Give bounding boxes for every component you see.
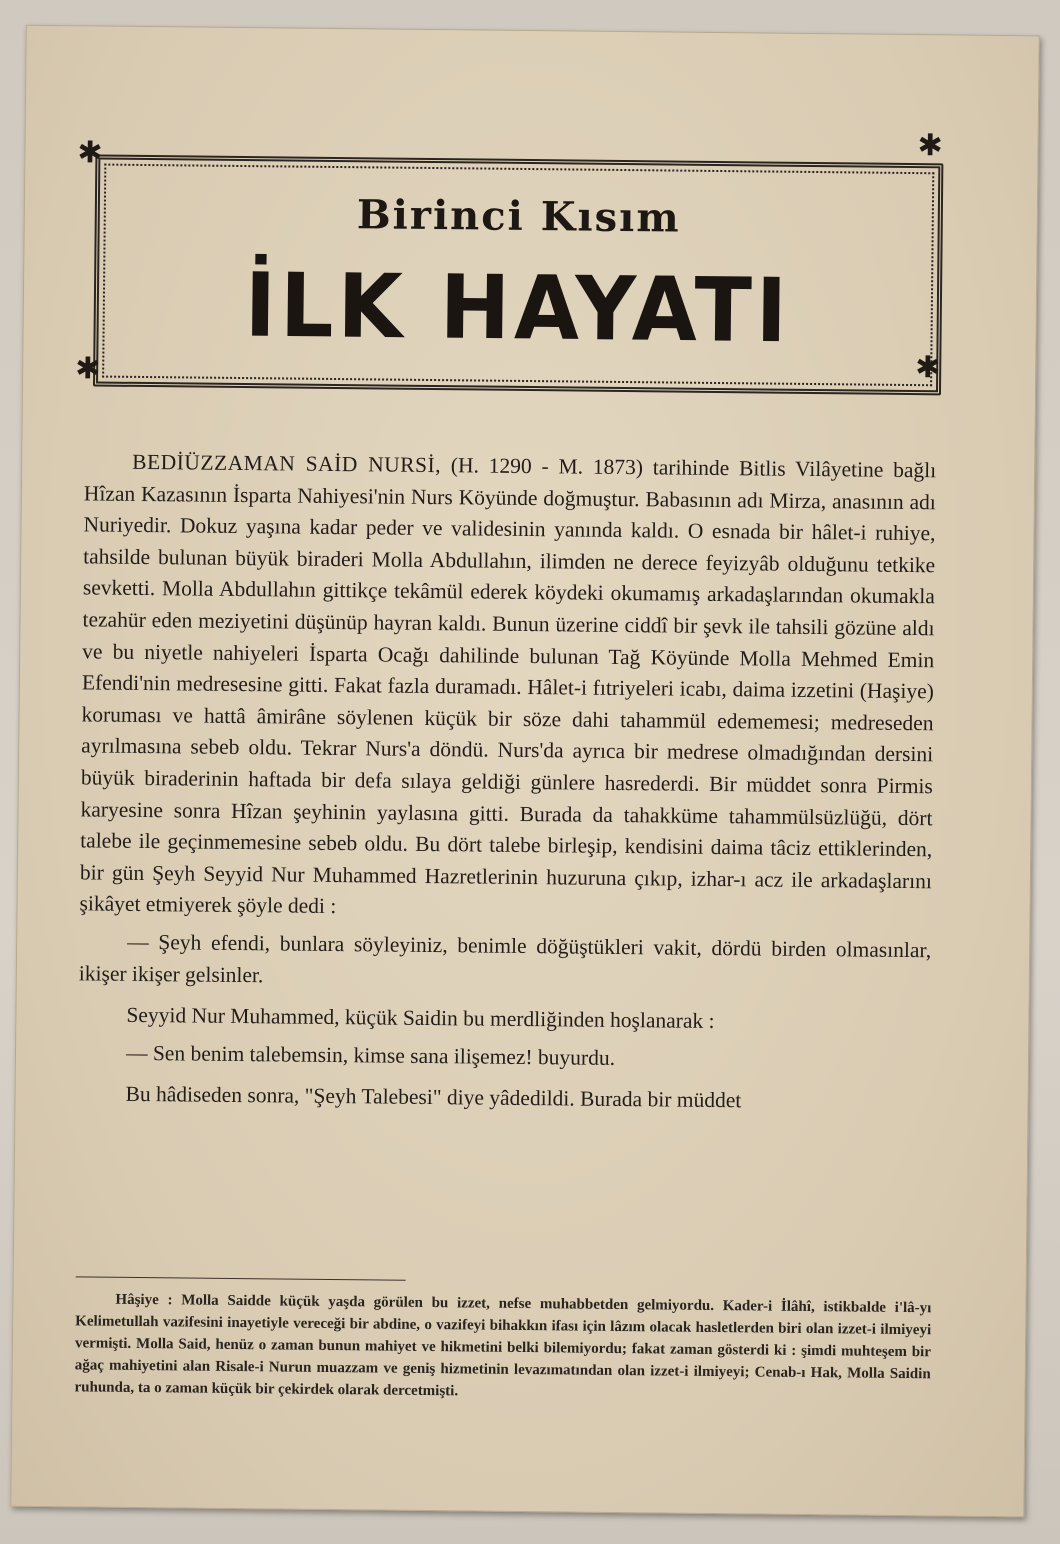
- dialog-line: — Sen benim talebemsin, kimse sana ilişemez! buyurdu.: [125, 1040, 616, 1070]
- corner-ornament-icon: ✱: [77, 135, 103, 171]
- corner-ornament-icon: ✱: [917, 128, 943, 164]
- paragraph: [79, 446, 936, 929]
- chapter-title: İLK HAYATI: [244, 253, 792, 363]
- paragraph: Seyyid Nur Muhammed, küçük Saidin bu merdliğinden hoşlanarak :: [126, 1002, 715, 1034]
- corner-ornament-icon: ✱: [75, 351, 101, 387]
- section-label: Birinci Kısım: [356, 191, 681, 242]
- book-page: [10, 25, 1039, 1518]
- paragraph: Bu hâdiseden sonra, "Şeyh Talebesi" diye yâdedildi. Burada bir müddet: [125, 1082, 742, 1113]
- paragraph-text: (H. 1290 - M. 1873) tarihinde Bitlis Vilâyetine bağlı Hîzan Kazasının İsparta Nahiyesi'nin Nurs Köyünde doğmuştur. Babasının adı Mirza, anasının adı Nuriyedir. Dokuz yaşına kadar peder ve validesinin yanında kaldı. O esnada bir hâlet-i ruhiye, tahsilde bulunan büyük biraderi Molla Abdullahın, ilimden ne derece feyizyâb olduğunu tetkike sevketti. Molla Abdullahın gittikçe tekâmül ederek köydeki okumamış arkadaşlarından okumakla tezahür eden meziyetini düşünüp hayran kaldı. Bunun üzerine ciddî bir şevk ile tahsili gözüne aldı ve bu niyetle nahiyeleri İsparta Ocağı dahilinde bulunan Tağ Köyünde Molla Mehmed Emin Efendi'nin medresesine gitti. Fakat fazla duramadı. Hâlet-i fıtriyeleri icabı, daima izzetini (Haşiye) koruması ve hattâ âmirâne söylenen küçük bir söze dahi tahammül edememesi; medreseden ayrılmasına sebeb oldu. Tekrar Nurs'a döndü. Nurs'da ayrıca bir medrese olmadığından dersini büyük biraderinin haftada bir defa sılaya geldiği günlere hasrederdi. Bir müddet sonra Pirmis karyesine sonra Hîzan şeyhinin yaylasına gitti. Burada da tahakküme tahammülsüzlüğü, dört talebe ile geçinmemesine sebeb oldu. Bu dört talebe birleşip, kendisini daima tâciz ettiklerinden, bir gün Şeyh Seyyid Nur Muhammed Hazretlerinin huzuruna çıkıp, izhar-ı acz ile arkadaşlarını şikâyet etmiyerek şöyle dedi :: [79, 453, 937, 919]
- footnote-divider: [76, 1276, 406, 1280]
- author-name: BEDİÜZZAMAN SAİD NURSİ,: [132, 449, 442, 478]
- dialog-line: — Şeyh efendi, bunlara söyleyiniz, benimle döğüştükleri vakit, dördü birden olmasınlar, ikişer ikişer gelsinler.: [78, 929, 932, 987]
- footnote: [74, 1288, 931, 1407]
- main-text: [77, 446, 936, 1119]
- corner-ornament-icon: ✱: [915, 350, 941, 386]
- footnote-text: Hâşiye : Molla Saidde küçük yaşda görülen bu izzet, nefse muhabbetden gelmiyordu. Kader-i İlâhî, istikbalde i'lâ-yı Kelimetullah vazifesini inayetiyle vereceği bir abdine, o vazifeyi bihakkın ifası için lâzım olacak hasletlerden biri olan izzet-i ilmiyeyi vermişti. Molla Said, henüz o zaman bunun mahiyet ve hikmetini belki bilemiyordu; fakat zaman gösterdi ki : şimdi muhteşem bir ağaç mahiyetini alan Risale-i Nurun muazzam ve geniş hizmetinin levazımatından olan izzet-i ilmiyeyi; Cenab-ı Hak, Molla Saidin ruhunda, ta o zaman küçük bir çekirdek olarak dercetmişti.: [74, 1291, 932, 1400]
